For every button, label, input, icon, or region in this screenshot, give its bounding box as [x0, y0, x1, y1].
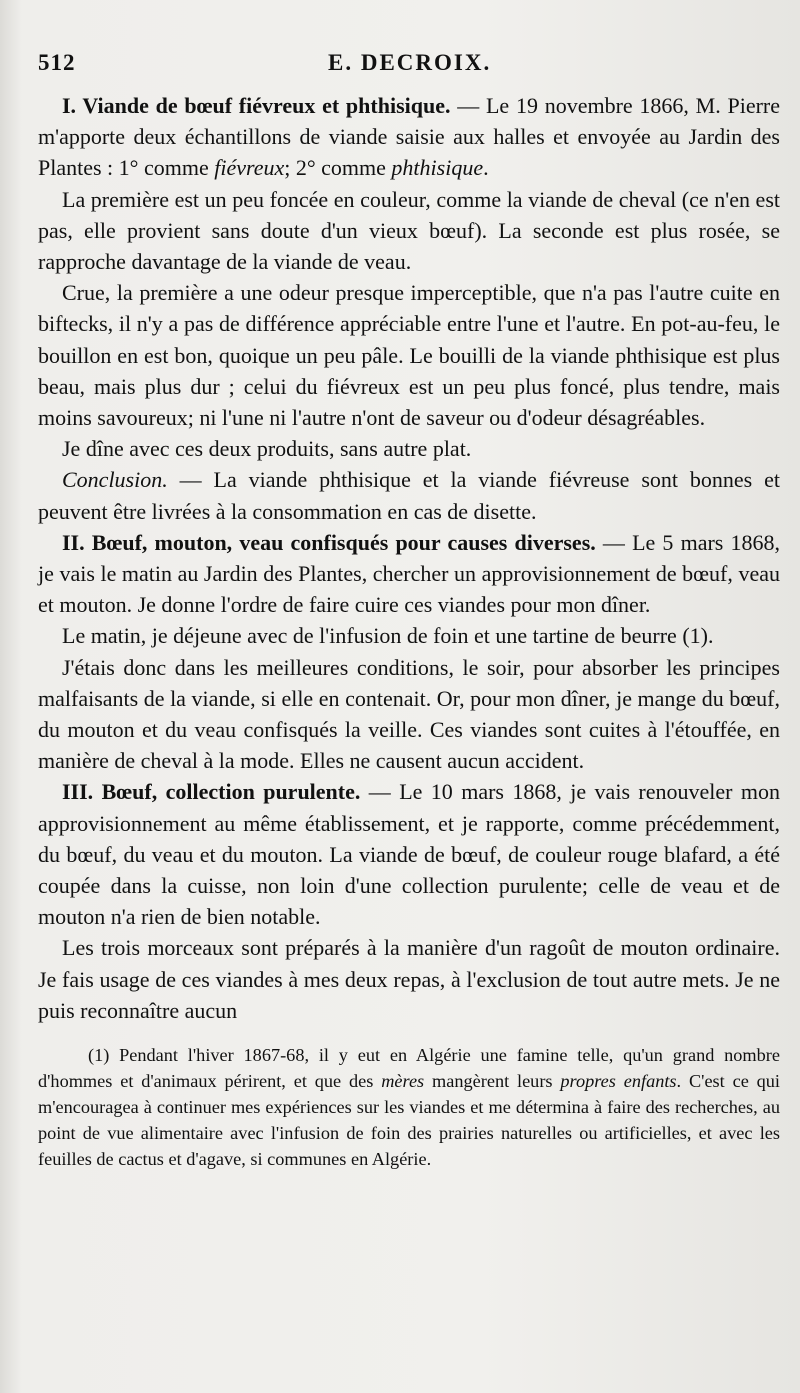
italic-term: propres enfants	[560, 1071, 677, 1092]
footnote-text: mangèrent leurs	[424, 1071, 561, 1092]
conclusion-label: Conclusion.	[62, 467, 168, 493]
footnote-text: (1) Pendant l'hiver 1867-68, il y eut en Algérie une famine telle, qu'un grand nombre d'hommes et d'animaux périrent, et que des	[38, 1045, 780, 1092]
paragraph-text: — Le 5 mars 1868, je vais le matin au Jardin des Plantes, chercher un approvisionnement de bœuf, veau et mouton. Je donne l'ordre de faire cuire ces viandes pour mon dîner.	[38, 529, 780, 618]
paragraph-section-1	[38, 90, 780, 184]
paragraph: Les trois morceaux sont préparés à la manière d'un ragoût de mouton ordinaire. Je fais usage de ces viandes à mes deux repas, à l'exclusion de tout autre mets. Je ne puis reconnaître aucun	[38, 935, 780, 1023]
paragraph-text: — Le 19 novembre 1866, M. Pierre m'apporte deux échantillons de viande saisie aux halles et envoyée au Jardin des Plantes : 1° comme	[38, 93, 780, 181]
italic-term: mères	[381, 1071, 425, 1092]
paragraph-section-2	[38, 527, 780, 621]
italic-term: phthisique	[391, 155, 484, 181]
section-heading-1: I. Viande de bœuf fiévreux et phthisique.	[62, 93, 451, 118]
page-number: 512	[38, 50, 76, 75]
paragraph: J'étais donc dans les meilleures conditions, le soir, pour absorber les principes malfaisants de la viande, si elle en contenait. Or, pour mon dîner, je mange du bœuf, du mouton et du veau confisqués la veille. Ces viandes sont cuites à l'étouffée, en manière de cheval à la mode. Elles ne causent aucun accident.	[38, 654, 780, 774]
italic-term: fiévreux	[214, 155, 285, 181]
running-head: E. DECROIX.	[328, 50, 492, 75]
paragraph: Le matin, je déjeune avec de l'infusion de foin et une tartine de beurre (1).	[62, 623, 714, 649]
paragraph-conclusion	[38, 464, 780, 526]
footnote-1	[38, 1042, 780, 1172]
section-heading-3: III. Bœuf, collection purulente.	[62, 779, 361, 805]
paragraph-text: — La viande phthisique et la viande fiévreuse sont bonnes et peuvent être livrées à la consommation en cas de disette.	[38, 467, 780, 524]
paragraph-section-3	[38, 776, 780, 932]
paragraph: Crue, la première a une odeur presque imperceptible, que n'a pas l'autre cuite en biftecks, il n'y a pas de différence appréciable entre l'une et l'autre. En pot-au-feu, le bouillon en est bon, quoique un peu pâle. Le bouilli de la viande phthisique est plus beau, mais plus dur ; celui du fiévreux est un peu plus foncé, plus tendre, mais moins savoureux; ni l'une ni l'autre n'ont de saveur ou d'odeur désagréables.	[38, 280, 780, 431]
paragraph-text: ; 2° comme	[284, 155, 392, 181]
footnotes	[38, 1042, 780, 1172]
section-heading-2: II. Bœuf, mouton, veau confisqués pour causes diverses.	[62, 529, 596, 555]
paragraph: Je dîne avec ces deux produits, sans autre plat.	[62, 436, 472, 462]
footnote-text: . C'est ce qui m'encouragea à continuer mes expériences sur les viandes et me détermina à faire des recherches, au point de vue alimentaire avec l'infusion de foin des prairies naturelles ou artificielles, et avec les feuilles de cactus et d'agave, si communes en Algérie.	[38, 1071, 781, 1170]
paragraph: La première est un peu foncée en couleur, comme la viande de cheval (ce n'en est pas, elle provient sans doute d'un vieux bœuf). La seconde est plus rosée, se rapproche davantage de la viande de veau.	[38, 186, 780, 275]
paragraph-text: .	[483, 155, 489, 181]
body-text	[38, 90, 780, 1026]
page-header	[38, 42, 780, 82]
paragraph-text: — Le 10 mars 1868, je vais renouveler mon approvisionnement au même établissement, et je rapporte, comme précédemment, du bœuf, du veau et du mouton. La viande de bœuf, de couleur rouge blafard, a été coupée dans la cuisse, non loin d'une collection purulente; celle de veau et de mouton n'a rien de bien notable.	[38, 779, 780, 930]
